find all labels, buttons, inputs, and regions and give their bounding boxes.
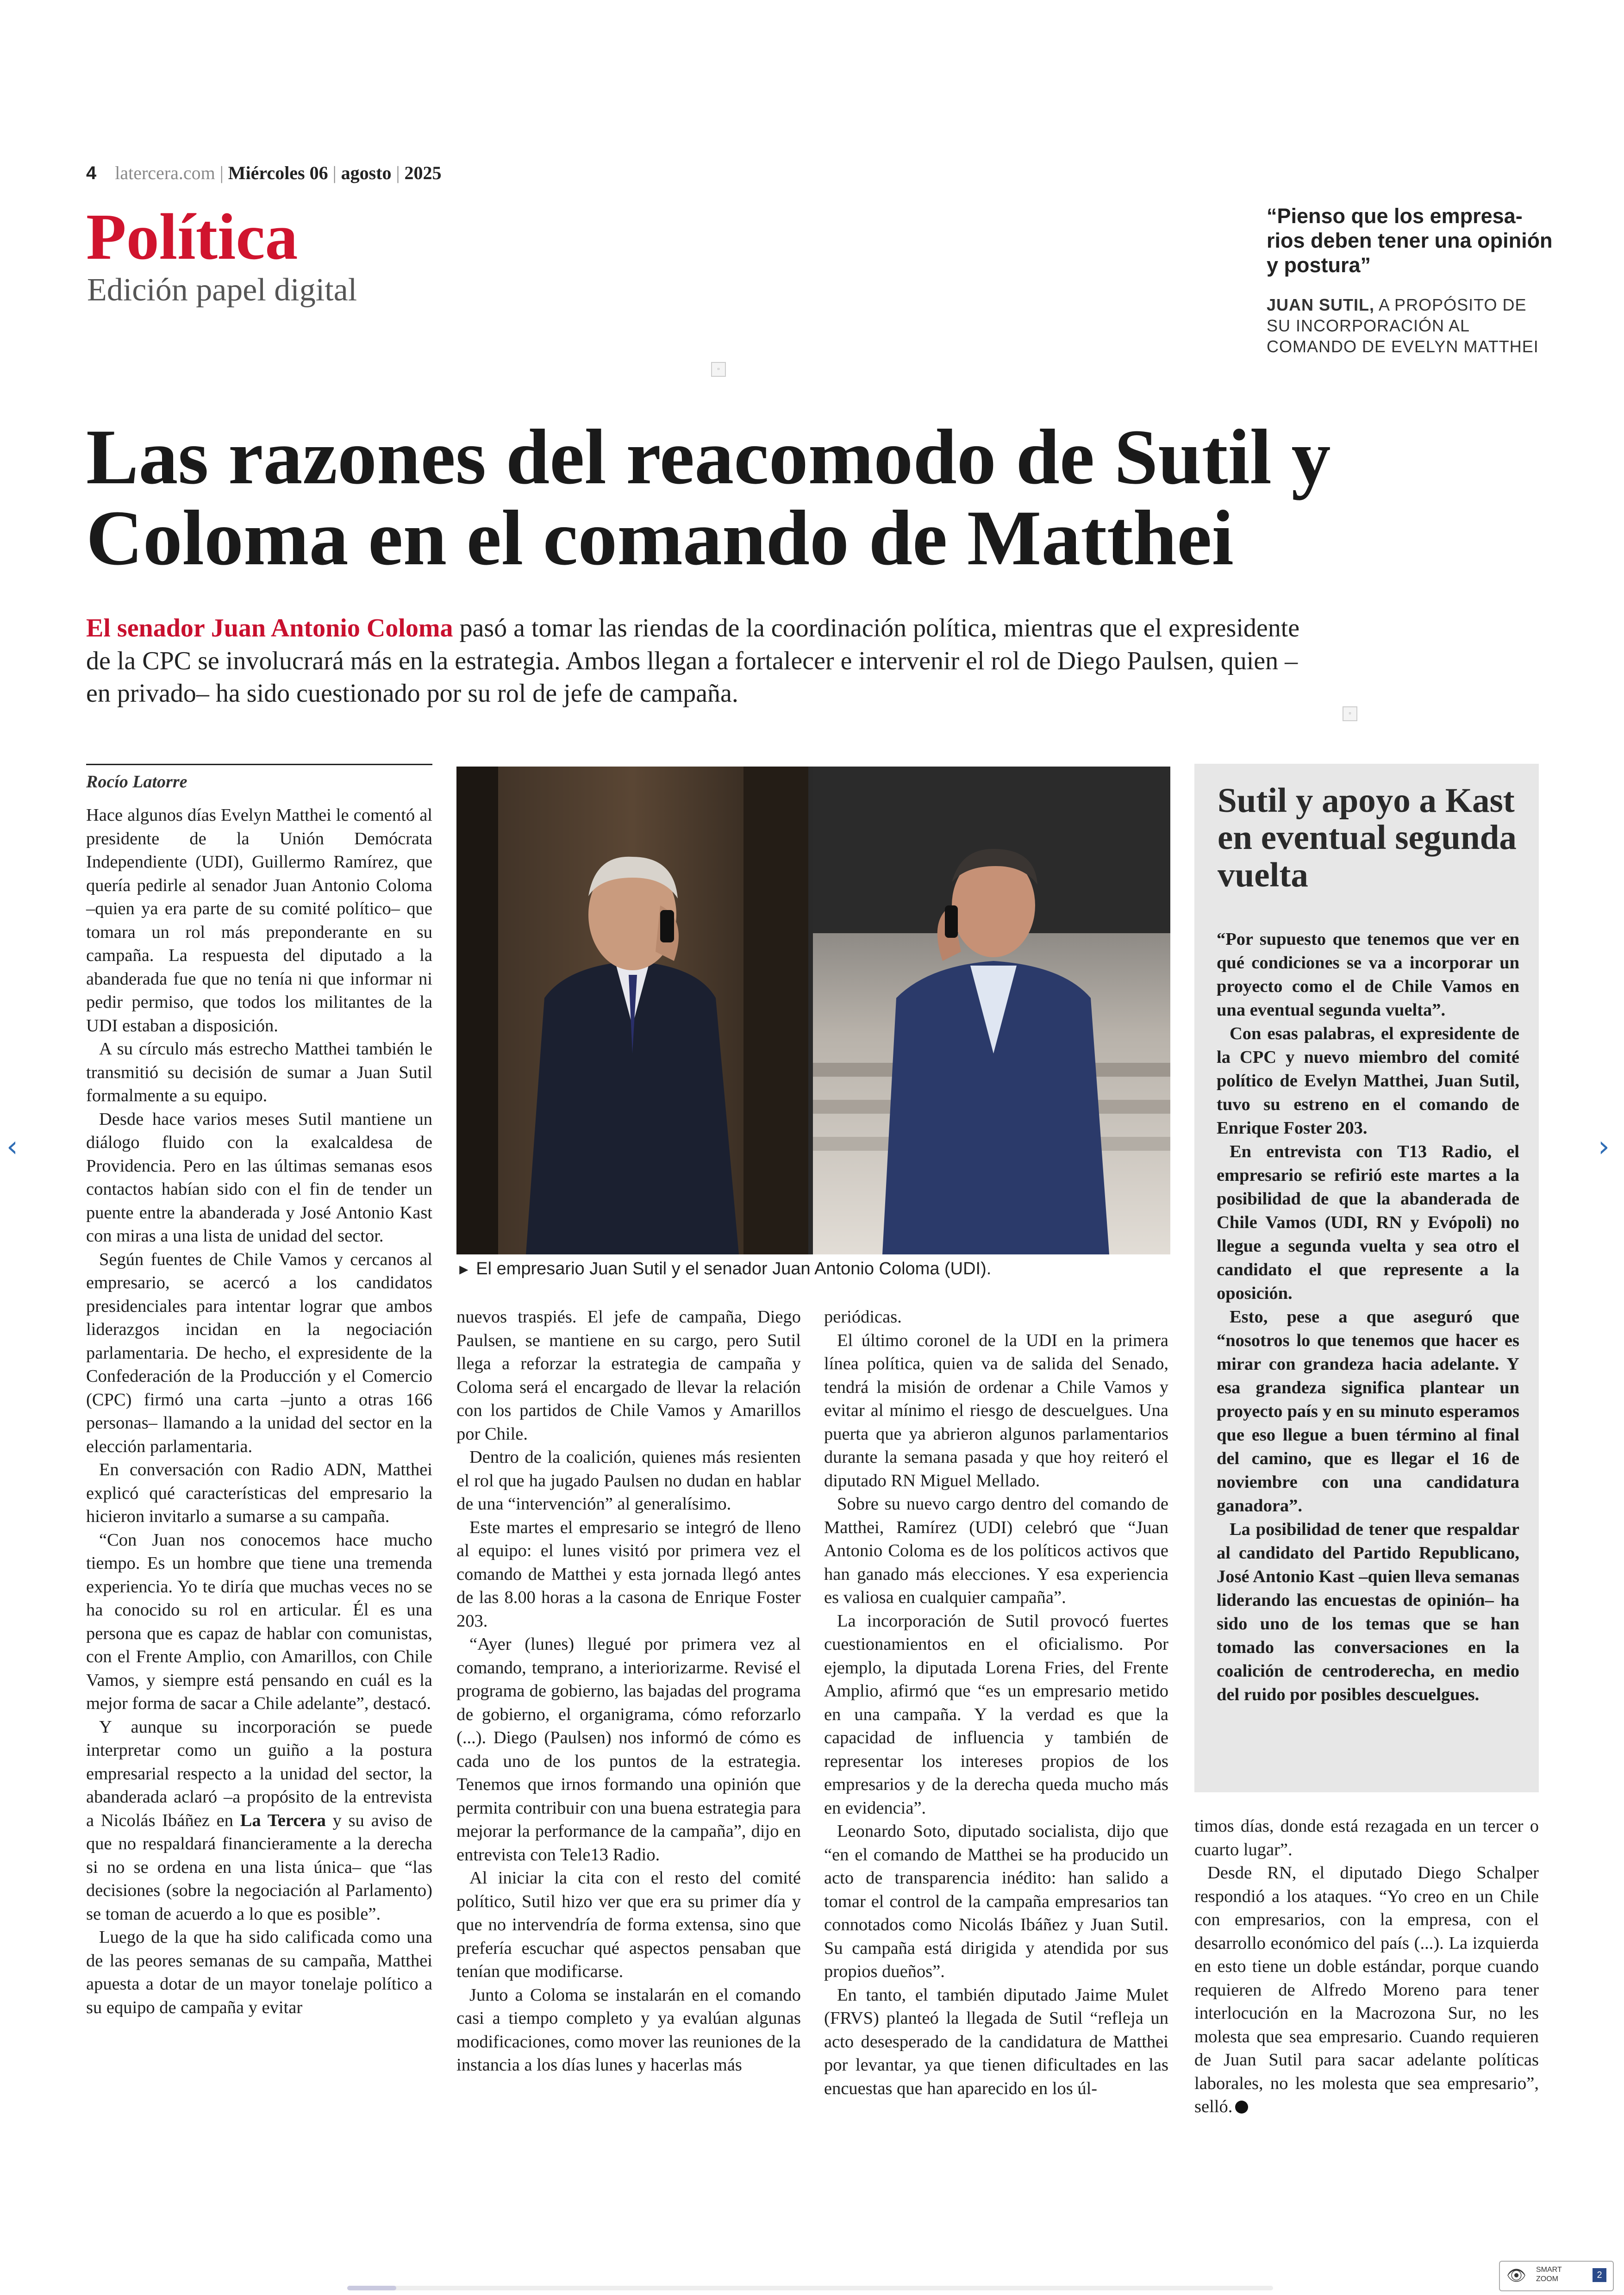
paragraph: timos días, donde está rezagada en un tercer o cuarto lugar”.	[1194, 1816, 1539, 1859]
paragraph: “Por supuesto que tenemos que ver en qué condiciones se va a incorporar un proyecto como el de Chile Vamos en una eventual segunda vuelta”.	[1217, 929, 1519, 1020]
photo-juan-antonio-coloma	[456, 767, 808, 1254]
newspaper-name: La Tercera	[240, 1810, 326, 1830]
article-column-1	[86, 804, 432, 2019]
paragraph: Y aunque su incorporación se puede interpretar como un guiño a la postura empresarial respecto a la unidad del sector, la abanderada aclaró –a propósito de la entrevista a Nicolás Ibáñez en La Tercera y su aviso de que no respaldará financieramente a la derecha si no se ordena en una lista única– que “las decisiones (sobre la negociación al Parlamento) se toman de acuerdo a lo que es posible”.	[86, 1717, 433, 1924]
lead-highlight: El senador Juan Antonio Coloma	[86, 614, 453, 642]
pull-quote: “Pienso que los empresa- rios deben tener una opinión y postura”	[1267, 204, 1553, 277]
paragraph: Sobre su nuevo cargo dentro del comando de Matthei, Ramírez (UDI) celebró que “Juan Antonio Coloma es de los políticos activos que han ganado más elecciones. Y esa experiencia es valiosa en cualquier campaña”.	[824, 1494, 1168, 1607]
paragraph: Desde hace varios meses Sutil mantiene un diálogo fluido con la exalcaldesa de Providencia. Pero en las últimas semanas esos contactos habían sido con el fin de tender un puente entre la abanderada y José Antonio Kast con miras a una lista de unidad del sector.	[86, 1109, 432, 1246]
byline: Rocío Latorre	[86, 764, 432, 792]
paragraph: “Con Juan nos conocemos hace mucho tiempo. Es un hombre que tiene una tremenda experiencia. Yo te diría que muchas veces no se ha conocido su rol en articular. Él es una persona que es capaz de hablar con comunistas, con el Frente Amplio, con Amarillos, con Chile Vamos, y siempre está pensando en cuál es la mejor forma de sacar a Chile adelante”, destacó.	[86, 1530, 432, 1713]
paragraph: Al iniciar la cita con el resto del comité político, Sutil hizo ver que era su primer día y que no intervendría de forma extensa, sino que prefería escuchar qué aspectos pensaban que tenían que modificarse.	[456, 1868, 801, 1981]
smart-zoom-button[interactable]: 👁 SMART ZOOM 2	[1499, 2261, 1614, 2291]
edition-label: Edición papel digital	[87, 272, 357, 308]
paragraph: periódicas.	[824, 1307, 902, 1327]
date-bar: 4 latercera.com | Miércoles 06 | agosto | 2025	[86, 162, 442, 183]
date-month: agosto	[341, 162, 392, 183]
chevron-right-icon[interactable]: ›	[1598, 1129, 1610, 1163]
paragraph: La incorporación de Sutil provocó fuertes cuestionamientos en el oficialismo. Por ejemplo, la diputada Lorena Fries, del Frente Amplio, afirmó que “es un empresario metido en una campaña. Y la verdad es que la capacidad de influencia y también de representar los intereses propios de los empresarios y de la derecha queda mucho más en evidencia”.	[824, 1611, 1168, 1818]
paragraph: “Ayer (lunes) llegué por primera vez al comando, temprano, a interiorizarme. Revisé el programa de gobierno, las bajadas del programa de gobierno, el organigrama, cómo reforzarlo (...). Diego (Paulsen) nos informó de cómo es cada uno de los puntos de la estrategia. Tenemos que irnos formando una opinión que permita contribuir con una buena estrategia para mejorar la performance de la campaña”, dijo en entrevista con Tele13 Radio.	[456, 1634, 801, 1865]
paragraph: El último coronel de la UDI en la primera línea política, quien va de salida del Senado, tendrá la misión de ordenar a Chile Vamos y evitar al mínimo el riesgo de descuelgues. Una puerta que ya abrieron algunos parlamentarios durante la semana pasada y que hoy reiteró el diputado RN Miguel Mellado.	[824, 1330, 1168, 1491]
article-photo	[456, 767, 1170, 1254]
image-placeholder-icon: ▫	[711, 362, 726, 377]
page-scrollbar-track[interactable]	[347, 2286, 1273, 2290]
article-column-3	[824, 1305, 1168, 2100]
lead-text: pasó a tomar las riendas de la coordinación política, mientras que el expresidente de la CPC se involucrará más en la estrategia. Ambos llegan a fortalecer e intervenir el rol de Diego Paulsen, quien –en privado– ha sido cuestionado por su rol de jefe de campaña.	[86, 614, 1300, 708]
paragraph: Esto, pese a que aseguró que “nosotros lo que tenemos que hacer es mirar con grandeza hacia adelante. Y esa grandeza significa plantear un proyecto país y en su minuto esperamos que eso llegue a buen término al final del camino, que es llegar el 16 de noviembre con una candidatura ganadora”.	[1217, 1307, 1519, 1515]
paragraph: Según fuentes de Chile Vamos y cercanos al empresario, se acercó a los candidatos presidenciales para intentar lograr que ambos liderazgos incidan en la negociación parlamentaria. De hecho, el expresidente de la Confederación de la Producción y el Comercio (CPC) firmó una carta –junto a otras 166 personas– llamando a la unidad del sector en la elección parlamentaria.	[86, 1249, 432, 1456]
paragraph: La posibilidad de tener que respaldar al candidato del Partido Republicano, José Antonio Kast –quien lleva semanas liderando las encuestas de opinión– ha sido uno de los temas que se han tomado las conversaciones en la coalición de centroderecha, en medio del ruido por posibles descuelgues.	[1217, 1520, 1519, 1704]
paragraph: En tanto, el también diputado Jaime Mulet (FRVS) planteó la llegada de Sutil “refleja un acto desesperado de la candidatura de Matthei por levantar, ya que tienen dificultades en las encuestas que han aparecido en los úl-	[824, 1985, 1168, 2098]
paragraph: A su círculo más estrecho Matthei también le transmitió su decisión de sumar a Juan Sutil formalmente a su equipo.	[86, 1039, 432, 1105]
paragraph: Luego de la que ha sido calificada como una de las peores semanas de su campaña, Matthei apuesta a dotar de un mayor tonelaje político a su equipo de campaña y evitar	[86, 1927, 432, 2017]
chevron-left-icon[interactable]: ‹	[6, 1129, 18, 1163]
date-day: Miércoles 06	[228, 162, 328, 183]
paragraph: nuevos traspiés. El jefe de campaña, Diego Paulsen, se mantiene en su cargo, pero Sutil llega a reforzar la estrategia de campaña y Coloma será el encargado de llevar la relación con los partidos de Chile Vamos y Amarillos por Chile.	[456, 1307, 801, 1444]
zoom-badge: 2	[1593, 2268, 1606, 2282]
image-placeholder-icon: ▫	[1343, 706, 1357, 721]
sidebar-text	[1217, 928, 1519, 1707]
article-column-2	[456, 1305, 801, 2077]
article-headline: Las razones del reacomodo de Sutil y Coloma en el comando de Matthei	[86, 413, 1331, 582]
site-name: latercera.com	[115, 162, 215, 183]
section-title: Política	[86, 200, 298, 273]
pull-quote-context: A PROPÓSITO DE SU INCORPORACIÓN AL COMANDO DE EVELYN MATTHEI	[1267, 295, 1539, 356]
page-number: 4	[86, 163, 97, 183]
paragraph: Este martes el empresario se integró de lleno al equipo: el lunes visitó por primera vez el comando de Matthei y esta jornada llegó antes de las 8.00 horas a la casona de Enrique Foster 203.	[456, 1517, 801, 1631]
pull-quote-author: JUAN SUTIL,	[1267, 295, 1375, 314]
paragraph: Desde RN, el diputado Diego Schalper respondió a los ataques. “Yo creo en un Chile con empresarios, con la empresa, con el desarrollo económico del país (...). La izquierda en esto tiene un doble estándar, porque cuando requieren de Alfredo Moreno para tener interlocución en la Macrozona Sur, no les molesta que sea empresario. Cuando requieren de Juan Sutil para sacar adelante políticas laborales, no les molesta que sea empresario”, selló.	[1194, 1863, 1539, 2116]
sidebar-title: Sutil y apoyo a Kast en eventual segunda vuelta	[1218, 781, 1517, 894]
date-year: 2025	[404, 162, 442, 183]
paragraph: Dentro de la coalición, quienes más resienten el rol que ha jugado Paulsen no dudan en hablar de una “intervención” al generalísimo.	[456, 1447, 801, 1514]
end-of-article-icon	[1235, 2101, 1248, 2114]
caption-arrow-icon: ►	[456, 1261, 471, 1278]
paragraph: Con esas palabras, el expresidente de la CPC y nuevo miembro del comité político de Evelyn Matthei, Juan Sutil, tuvo su estreno en el comando de Enrique Foster 203.	[1217, 1024, 1519, 1138]
article-lead	[86, 612, 1318, 710]
photo-caption: ► El empresario Juan Sutil y el senador Juan Antonio Coloma (UDI).	[456, 1259, 992, 1278]
paragraph: Junto a Coloma se instalarán en el comando casi a tiempo completo y ya evalúan algunas modificaciones, como mover las reuniones de la instancia a los días lunes y hacerlas más	[456, 1985, 801, 2075]
eye-icon: 👁	[1506, 2266, 1527, 2285]
photo-juan-sutil	[813, 767, 1170, 1254]
paragraph: Hace algunos días Evelyn Matthei le comentó al presidente de la Unión Demócrata Independiente (UDI), Guillermo Ramírez, que quería pedirle al senador Juan Antonio Coloma –quien ya era parte de su comité político– que tomara un rol más preponderante en su campaña. La respuesta del diputado a la abanderada fue que no tenía ni que informar ni pedir permiso, que todos los militantes de la UDI estaban a disposición.	[86, 805, 432, 1035]
page-scrollbar-thumb[interactable]	[347, 2286, 396, 2290]
paragraph: En entrevista con T13 Radio, el empresario se refirió este martes a la posibilidad de que la abanderada de Chile Vamos (UDI, RN y Evópoli) no llegue a segunda vuelta y sea otro el candidato el que represente a la oposición.	[1217, 1142, 1519, 1303]
article-column-4	[1194, 1815, 1539, 2119]
paragraph: Leonardo Soto, diputado socialista, dijo que “en el comando de Matthei se ha producido un acto de transparencia inédito: han salido a tomar el control de la campaña empresarios tan connotados como Nicolás Ibáñez y Juan Sutil. Su campaña está dirigida y atendida por sus propios dueños”.	[824, 1821, 1168, 1981]
pull-quote-attribution	[1267, 294, 1554, 357]
paragraph: En conversación con Radio ADN, Matthei explicó qué características del empresario la hicieron invitarlo a sumarse a su campaña.	[86, 1460, 432, 1526]
